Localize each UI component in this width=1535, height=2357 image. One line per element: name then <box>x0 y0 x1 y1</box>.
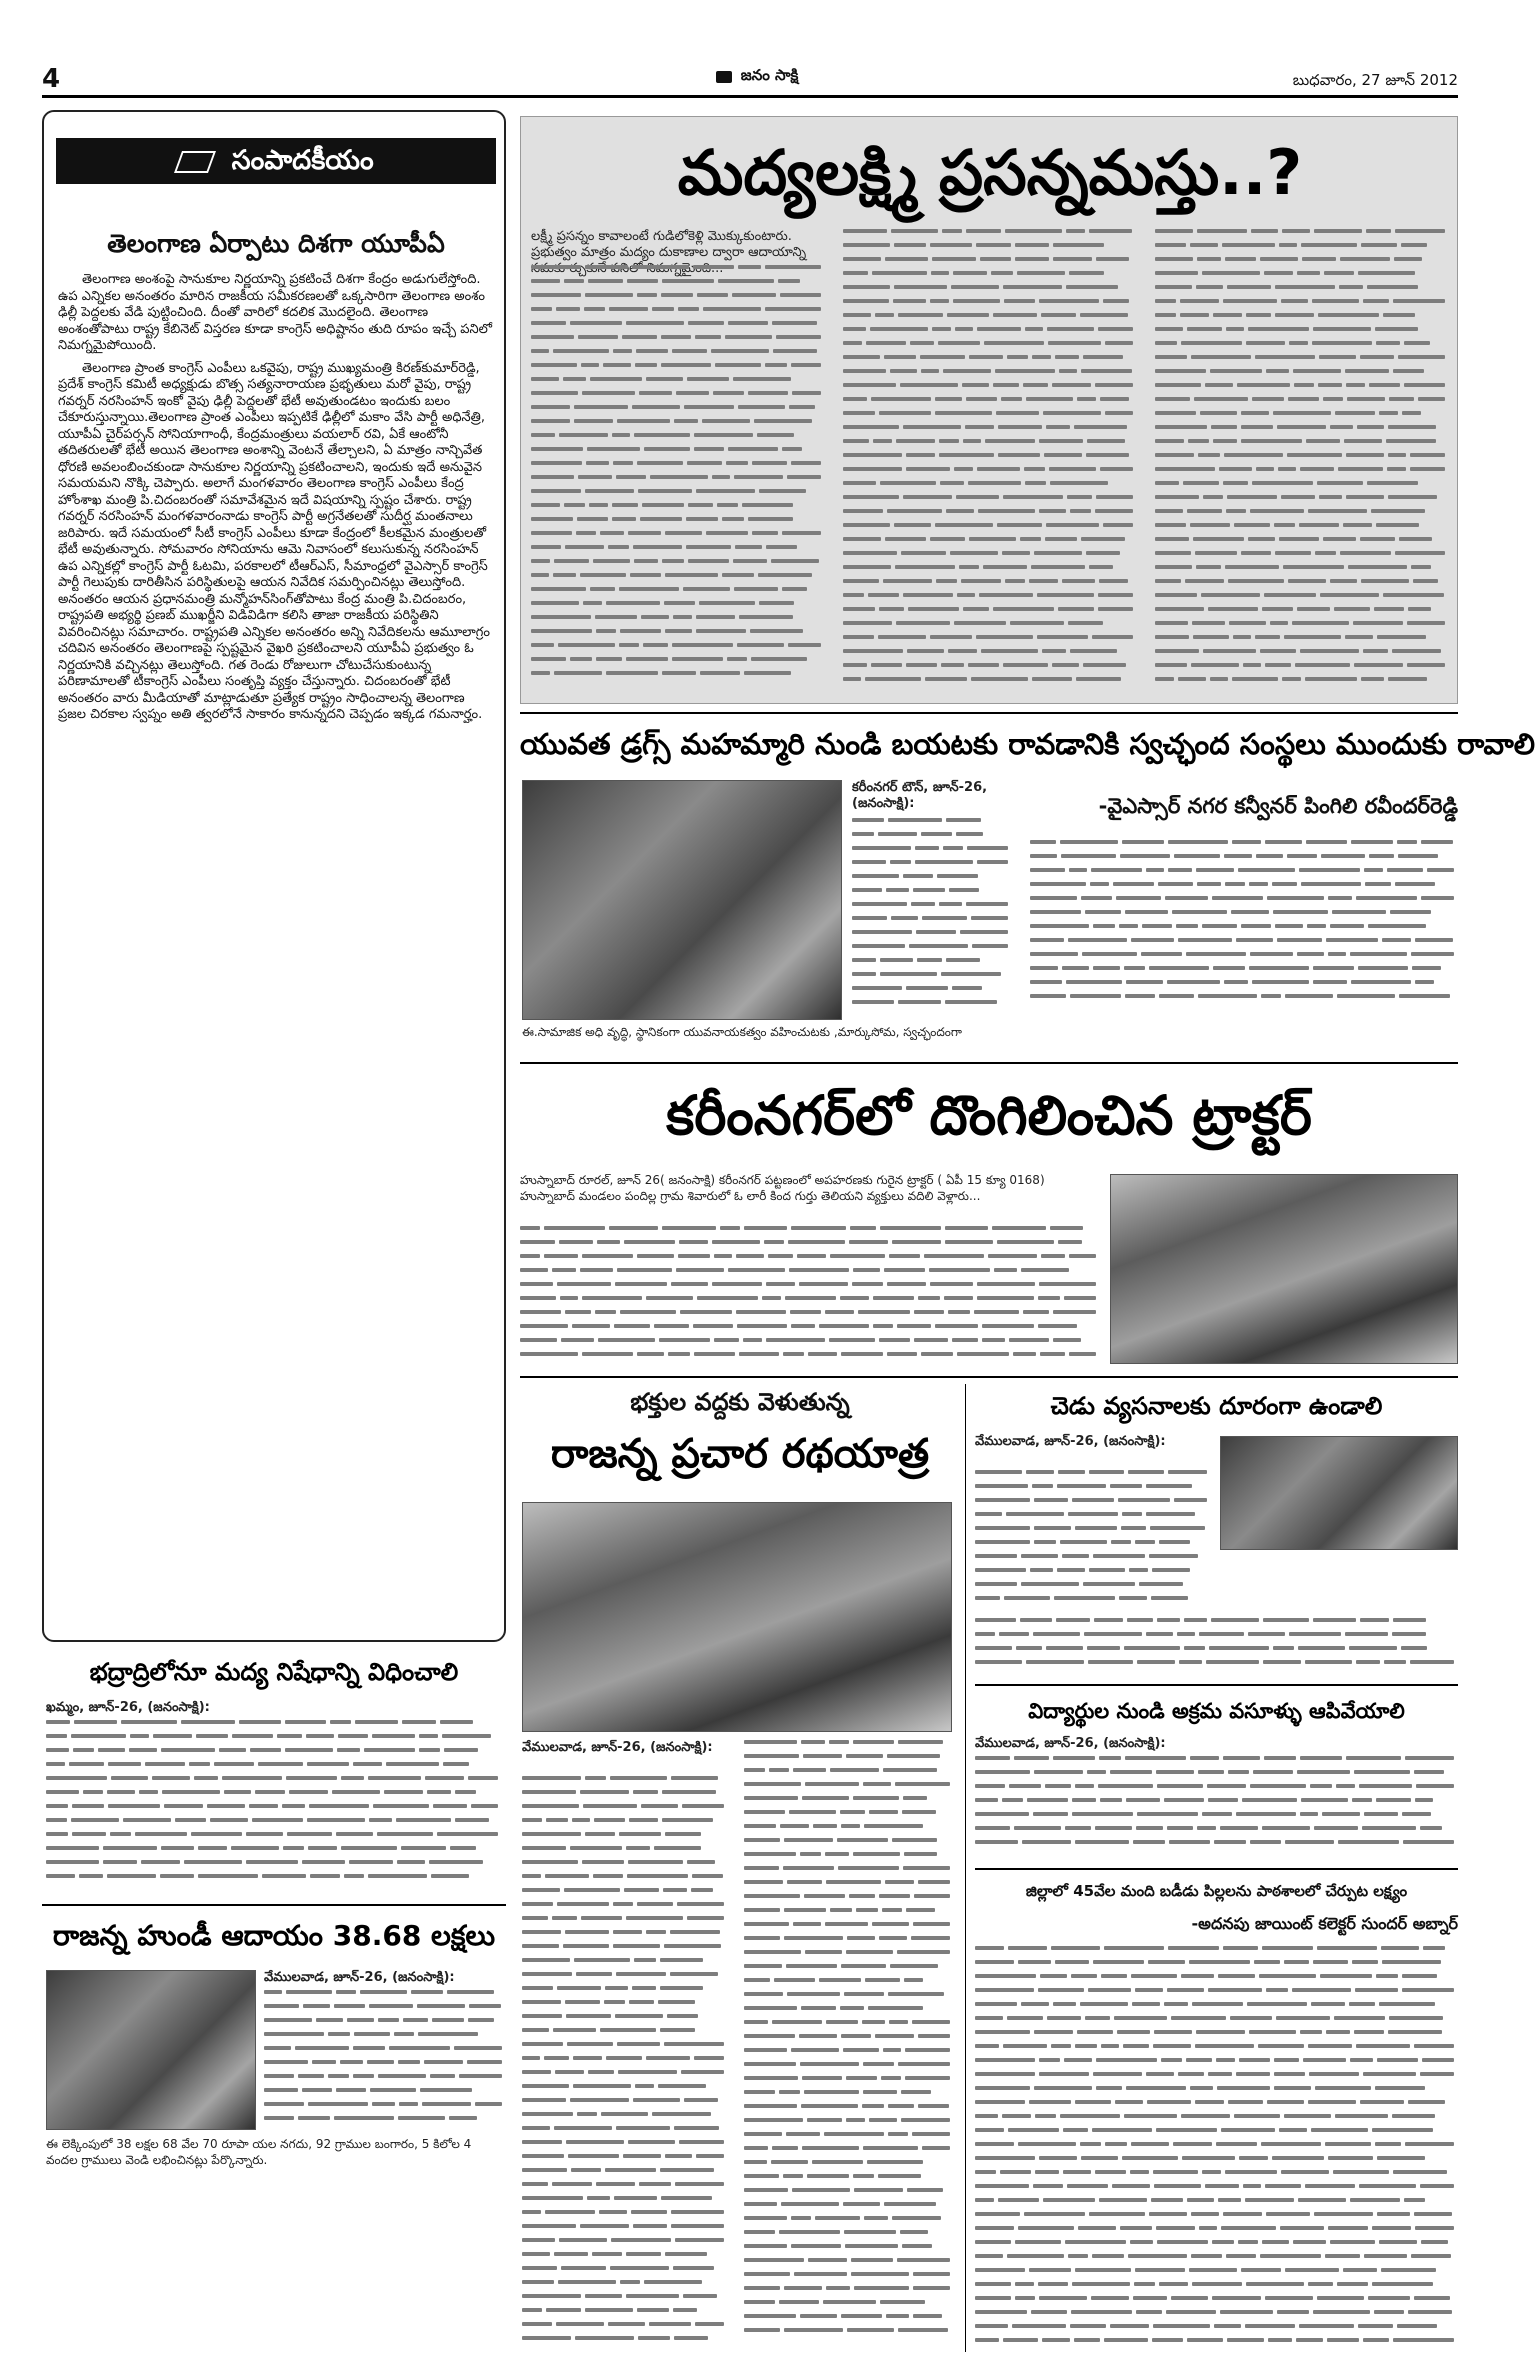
liquor-column-2 <box>843 229 1137 697</box>
tractor-photo <box>1110 1174 1458 1364</box>
chariot-headline: రాజన్న ప్రచార రథయాత్ర <box>550 1431 930 1477</box>
fees-dateline: వేములవాడ, జూన్-26, (జనంసాక్షి): <box>975 1736 1166 1751</box>
column-rule <box>965 1384 966 2352</box>
drugs-col-b <box>1030 840 1458 1020</box>
hundi-photo <box>46 1970 256 2130</box>
bhadradri-body <box>46 1700 502 1898</box>
masthead <box>42 64 1458 94</box>
drugs-photo <box>522 780 842 1020</box>
editorial-paragraph: తెలంగాణ ప్రాంత కాంగ్రెస్ ఎంపీలు ఒకవైపు, రాష్ట్ర ముఖ్యమంత్రి కిరణ్‌కుమార్‌రెడ్డి, ప్రదేశ్ కాంగ్రెస్ కమిటీ అధ్యక్షుడు బొత్స సత్యనారాయణ ప్రభృతులు మరో వైపు, రాష్ట్ర గవర్నర్ నరసింహన్ ఇంకో వైపు ఢిల్లీ పెద్దలతో భేటీ అవుతుండటం ఇందుకు బలం చేకూరుస్తున్నాయి.తెలంగాణ ప్రాంత ఎంపీలు ఇప్పటికే ఢిల్లీలో మకాం వేసి పార్టీ అధినేత్రి, యూపీఏ చైర్‌పర్సన్ సోనియాగాంధీ, కేంద్రమంత్రులు వయలార్ రవి, ఏకే ఆంటోనీ తదితరులతో భేటీ అయిన తెలంగాణ అంశాన్ని వెంటనే తేల్చాలని, ఏ మాత్రం నాన్చివేత ధోరణి అవలంబించకుండా సానుకూల నిర్ణయాన్ని ప్రకటించాలని, ఇందుకు ఇదే అనువైన సమయమని నొక్కి చెప్పారు. అలాగే మంగళవారం తెలంగాణ కాంగ్రెస్ ఎంపీలు కేంద్ర హోంశాఖ మంత్రి పి.చిదంబరంతో సమావేశమైన ఇదే విషయాన్ని స్పష్టం చేశారు. రాష్ట్ర గవర్నర్ నరసింహన్ మంగళవారంనాడు కాంగ్రెస్ పార్టీ అగ్రనేతలతో సుదీర్ఘ మంతనాలు జరిపారు. ఇదే సమయంలో సీటీ కాంగ్రెస్ ఎంపీలు కూడా కేంద్రంలో కీలకమైన మంత్రులతో భేటీ అవుతున్నారు. సోమవారం సోనియాను ఆమె నివాసంలో కలుసుకున్న నరసింహన్ ఉప ఎన్నికల్లో కాంగ్రెస్ పార్టీ ఓటమి, పరకాలలో టీఆర్ఎస్, సీమాంధ్రలో వైఎస్సార్ కాంగ్రెస్ పార్టీ గెలుపుకు దారితీసిన పరిస్థితులపై ఆయన నివేదిక సమర్పించినట్లు తెలుస్తోంది. అనంతరం ఆయన ప్రధానమంత్రి మన్మోహన్‌సింగ్‌తోపాటు కేంద్ర మంత్రి పి.చిదంబరం, రాష్ట్రపతి అభ్యర్థి ప్రణబ్ ముఖర్జీని విడివిడిగా కలిసి తాజా రాజకీయ పరిస్థితిని వివరించినట్లు సమాచారం. రాష్ట్రపతి ఎన్నికల అనంతరం అన్ని నివేదికలను ఆమూలాగ్రం చదివిన అనంతరం తెలంగాణపై స్పష్టమైన వైఖరి ప్రకటించాలని యూపీఏ ప్రభుత్వం ఓ నిర్ణయానికి వచ్చినట్లు తెలుస్తోంది. గత రెండు రోజులుగా చోటుచేసుకుంటున్న పరిణామాలతో టీకాంగ్రెస్ ఎంపీలు సంతృప్తి వ్యక్తం చేస్తున్నారు. చిదంబరంతో భేటీ అనంతరం వారు మీడియాతో మాట్లాడుతూ ప్రత్యేక రాష్ట్రం సాధించాలన్న తెలంగాణ ప్రజల చిరకాల స్వప్నం అతి త్వరలోనే సాకారం కానున్నదని చెప్పడం ఇక్కడ గమనార్హం. <box>58 360 490 722</box>
section-rule <box>520 712 1458 714</box>
logo-text: జనం సాక్షి <box>740 66 799 84</box>
drugs-column-1 <box>852 818 1012 1020</box>
drugs-subhead: -వైఎస్సార్ నగర కన్వీనర్ పింగిలి రవీందర్‌రెడ్డి <box>1098 794 1458 818</box>
drugs-column-2 <box>1030 840 1458 1020</box>
vices-column <box>975 1470 1211 1616</box>
chariot-kicker: భక్తుల వద్దకు వెళుతున్న <box>630 1388 850 1416</box>
vices-headline: చెడు వ్యసనాలకు దూరంగా ఉండాలి <box>1050 1392 1383 1420</box>
bhadradri-dateline: ఖమ్మం, జూన్-26, (జనంసాక్షి): <box>46 1700 210 1715</box>
section-rule <box>975 1684 1458 1686</box>
liquor-story <box>520 116 1458 704</box>
chariot-photo <box>522 1502 952 1732</box>
liquor-lead: లక్ష్మీ ప్రసన్నం కావాలంటే గుడిలోకెళ్లి మొక్కుకుంటారు. ప్రభుత్వం మాత్రం మద్యం దుకాణాల ద్వారా ఆదాయాన్ని <box>531 229 807 260</box>
editorial-banner <box>56 138 496 184</box>
fees-headline: విద్యార్థుల నుండి అక్రమ వసూళ్ళు ఆపివేయాలి <box>1028 1699 1405 1723</box>
editorial-body <box>58 272 494 1634</box>
chariot-col-2 <box>744 1740 954 2352</box>
tractor-headline: కరీంనగర్‌లో దొంగిలించిన ట్రాక్టర్ <box>666 1084 1312 1147</box>
section-rule <box>520 1062 1458 1064</box>
chariot-column <box>744 1740 954 2352</box>
tractor-column <box>520 1226 1100 1368</box>
liquor-body <box>531 229 1449 697</box>
vices-photo <box>1220 1436 1458 1550</box>
hundi-col <box>264 1970 506 2130</box>
drugs-photo-caption: ఈ.సామాజిక అధి వృద్ధి, స్థానికంగా యువనాయకత్వం వహించుటకు ,మార్కుసోమ, స్వచ్ఛందంగా <box>522 1025 962 1039</box>
fees-column <box>975 1756 1458 1856</box>
section-rule <box>520 1376 1458 1378</box>
section-rule <box>975 1868 1458 1870</box>
drugs-headline: యువత డ్రగ్స్ మహమ్మారి నుండి బయటకు రావడానికి స్వచ్ఛంద సంస్థలు ముందుకు రావాలి <box>520 727 1535 761</box>
bhadradri-column <box>46 1720 502 1898</box>
hundi-column <box>264 1990 506 2130</box>
logo-icon <box>716 71 732 83</box>
fees-body <box>975 1736 1458 1856</box>
editorial-title: తెలంగాణ ఏర్పాటు దిశగా యూపీఏ <box>107 229 445 258</box>
vices-dateline: వేములవాడ, జూన్-26, (జనంసాక్షి): <box>975 1434 1166 1449</box>
hundi-headline: రాజన్న హుండీ ఆదాయం 38.68 లక్షలు <box>52 1919 496 1952</box>
school-headline: జిల్లాలో 45వేల మంది బడీడు పిల్లలను పాఠశాలలో చేర్పుట లక్ష్యం <box>1025 1882 1408 1900</box>
bhadradri-headline: భద్రాద్రిలోనూ మద్య నిషేధాన్ని విధించాలి <box>89 1658 459 1686</box>
vices-column <box>975 1618 1458 1678</box>
liquor-column-3 <box>1155 229 1449 697</box>
liquor-headline: మద్యలక్ష్మి ప్రసన్నమస్తు..? <box>677 136 1303 209</box>
editorial-banner-text: సంపాదకీయం <box>231 145 374 176</box>
page-number: 4 <box>42 64 61 94</box>
vices-col-a <box>975 1434 1211 1616</box>
school-subhead: -అదనపు జాయింట్ కలెక్టర్ సుందర్ అబ్నార్ <box>1191 1914 1458 1933</box>
editorial-box <box>42 110 506 1642</box>
masthead-rule <box>42 95 1458 98</box>
issue-date: బుధవారం, 27 జూన్ 2012 <box>1292 71 1458 89</box>
chariot-dateline: వేములవాడ, జూన్-26, (జనంసాక్షి): <box>522 1740 713 1755</box>
tractor-lead: హుస్నాబాద్ రూరల్, జూన్ 26( జనంసాక్షి) కరీంనగర్ పట్టణంలో అపహరణకు గురైన ట్రాక్టర్ ( ఏపీ 15 క్యూ 0168) హుస్నాబాద్ మండలం పందిల్ల గ్రామ శివారులో ఓ లారీ కింద గుర్తు తెలియని వ్యక్తులు వదిలి వెళ్లారు... <box>520 1173 1045 1203</box>
masthead-logo <box>702 66 812 92</box>
liquor-column-1 <box>531 265 825 697</box>
section-rule <box>42 1904 506 1906</box>
drugs-dateline: కరీంనగర్ టౌన్, జూన్-26, (జనంసాక్షి): <box>852 780 988 811</box>
drugs-col-a <box>852 780 1012 1020</box>
school-column <box>975 1946 1458 2352</box>
tractor-body <box>520 1172 1100 1368</box>
chariot-col-1 <box>522 1740 728 2352</box>
school-body <box>975 1946 1458 2352</box>
pen-icon <box>174 151 216 173</box>
chariot-column <box>522 1776 728 2352</box>
hundi-caption: ఈ లెక్కింపులో 38 లక్షల 68 వేల 70 రూపా యల నగదు, 92 గ్రాముల బంగారం, 5 కిలోల 4 వందల గ్రాములు వెండి లభించినట్లు పేర్కొన్నారు. <box>46 2137 472 2167</box>
vices-col-b <box>975 1618 1458 1678</box>
hundi-dateline: వేములవాడ, జూన్-26, (జనంసాక్షి): <box>264 1970 455 1985</box>
editorial-paragraph: తెలంగాణ అంశంపై సానుకూల నిర్ణయాన్ని ప్రకటించే దిశగా కేంద్రం అడుగులేస్తోంది. ఉప ఎన్నికల అనంతరం మారిన రాజకీయ సమీకరణలతో ఒక్కసారిగా తెలంగాణ అంశం ఢిల్లీ పెద్దలకు వేడి పుట్టించింది. దీంతో వారిలో కదలిక మొదలైంది. తెలంగాణ అంశంతోపాటు రాష్ట్ర కేబినెట్ విస్తరణ కూడా కాంగ్రెస్ అధిష్టానం తుది రూపం ఇచ్చే పనిలో నిమగ్నమైపోయింది. <box>58 272 492 353</box>
